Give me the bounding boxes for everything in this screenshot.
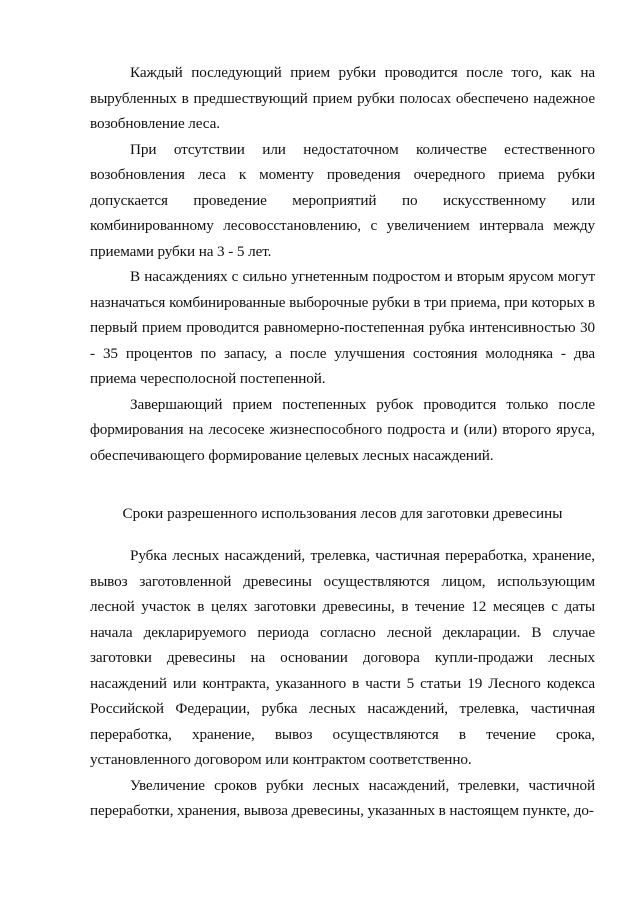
text-block-top xyxy=(90,60,595,468)
paragraph-cutting-terms: Рубка лесных насаждений, трелевка, частичная переработка, хранение, вывоз заготовленной древесины осуществляются лицом, использующим лесной участок в целях заготовки древесины, в течение 12 месяцев с даты начала декларируемого периода согласно лесной декларации. В случае заготовки древесины на основании договора купли-продажи лесных насаждений или контракта, указанного в части 5 статьи 19 Лесного кодекса Российской Федерации, рубка лесных насаждений, трелевка, частичная переработка, хранение, вывоз осуществляются в течение срока, установленного договором или контрактом соответственно. xyxy=(90,547,595,768)
paragraph-final-cutting: Завершающий прием постепенных рубок проводится только после формирования на лесосеке жизнеспособного подроста и (или) второго яруса, обеспечивающего формирование целевых лесных насаждений. xyxy=(90,395,595,464)
section-heading: Сроки разрешенного использования лесов для заготовки древесины xyxy=(122,505,563,522)
paragraph-term-extension: Увеличение сроков рубки лесных насаждений, трелевки, частичной переработки, хранения, вывоза древесины, указанных в настоящем пункте, до- xyxy=(90,776,595,819)
paragraph-combined-selective-cutting: В насаждениях с сильно угнетенным подростом и вторым ярусом могут назначаться комбинированные выборочные рубки в три приема, при которых в первый прием проводится равномерно-постепенная рубка интенсивностью 30 - 35 процентов по запасу, а после улучшения состояния молодняка - два приема чересполосной постепенной. xyxy=(90,268,595,387)
section-heading-block xyxy=(90,501,595,527)
paragraph-artificial-reforestation: При отсутствии или недостаточном количестве естественного возобновления леса к моменту проведения очередного приема рубки допускается проведение мероприятий по искусственному или комбинированному лесовосстановлению, с увеличением интервала между приемами рубки на 3 - 5 лет. xyxy=(90,140,595,260)
paragraph-reforestation-condition: Каждый последующий прием рубки проводится после того, как на вырубленных в предшествующий прием рубки полосах обеспечено надежное возобновление леса. xyxy=(90,64,595,132)
text-block-bottom xyxy=(90,543,595,824)
